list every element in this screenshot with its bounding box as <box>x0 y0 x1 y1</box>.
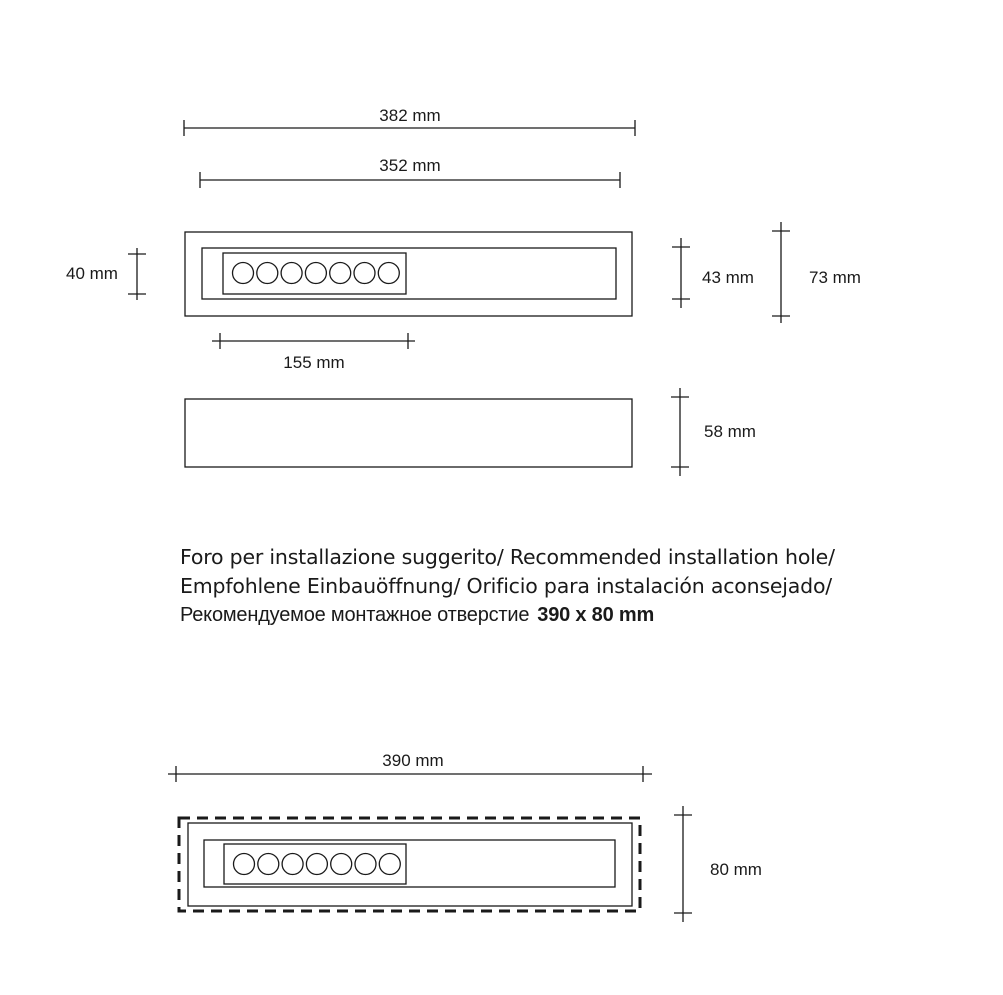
installation-hole-caption <box>180 543 980 630</box>
caption-hole-size: 390 x 80 mm <box>537 604 655 626</box>
led-circle <box>331 854 352 875</box>
caption-line-italian-english: Foro per installazione suggerito/ Recommended installation hole/ <box>180 545 835 569</box>
led-circle <box>258 854 279 875</box>
hole-view-inner-frame <box>204 840 615 887</box>
led-circle <box>354 263 375 284</box>
installation-hole-outline <box>179 818 640 911</box>
led-circle <box>233 263 254 284</box>
label-overall-length: 382 mm <box>379 106 441 125</box>
caption-russian-text: Рекомендуемое монтажное отверстие <box>180 604 530 626</box>
led-circle <box>282 854 303 875</box>
dimension-line-led-module-length <box>212 333 415 349</box>
dimension-line-overall-height <box>772 222 790 323</box>
led-circle <box>330 263 351 284</box>
label-inner-height-right: 43 mm <box>702 268 754 287</box>
side-view-body <box>185 399 632 467</box>
label-overall-height: 73 mm <box>809 268 861 287</box>
label-inner-length: 352 mm <box>379 156 441 175</box>
led-circle <box>378 263 399 284</box>
label-hole-height: 80 mm <box>710 860 762 879</box>
led-circle <box>281 263 302 284</box>
led-circle <box>306 854 327 875</box>
led-circle <box>379 854 400 875</box>
top-view-outer-frame <box>185 232 632 316</box>
led-circle <box>234 854 255 875</box>
caption-line-russian <box>180 601 980 630</box>
dimension-line-inner-height-right <box>672 238 690 308</box>
caption-line-german-spanish: Empfohlene Einbauöffnung/ Orificio para instalación aconsejado/ <box>180 574 833 598</box>
dimension-line-depth <box>671 388 689 476</box>
label-hole-length: 390 mm <box>382 751 444 770</box>
label-led-module-length: 155 mm <box>283 353 345 372</box>
top-view-inner-frame <box>202 248 616 299</box>
dimension-line-inner-height-left <box>128 248 146 300</box>
label-depth: 58 mm <box>704 422 756 441</box>
led-row-top <box>233 263 400 284</box>
dimension-line-hole-height <box>674 806 692 922</box>
led-circle <box>305 263 326 284</box>
led-row-bottom <box>234 854 401 875</box>
led-circle <box>355 854 376 875</box>
label-inner-height-left: 40 mm <box>66 264 118 283</box>
led-circle <box>257 263 278 284</box>
